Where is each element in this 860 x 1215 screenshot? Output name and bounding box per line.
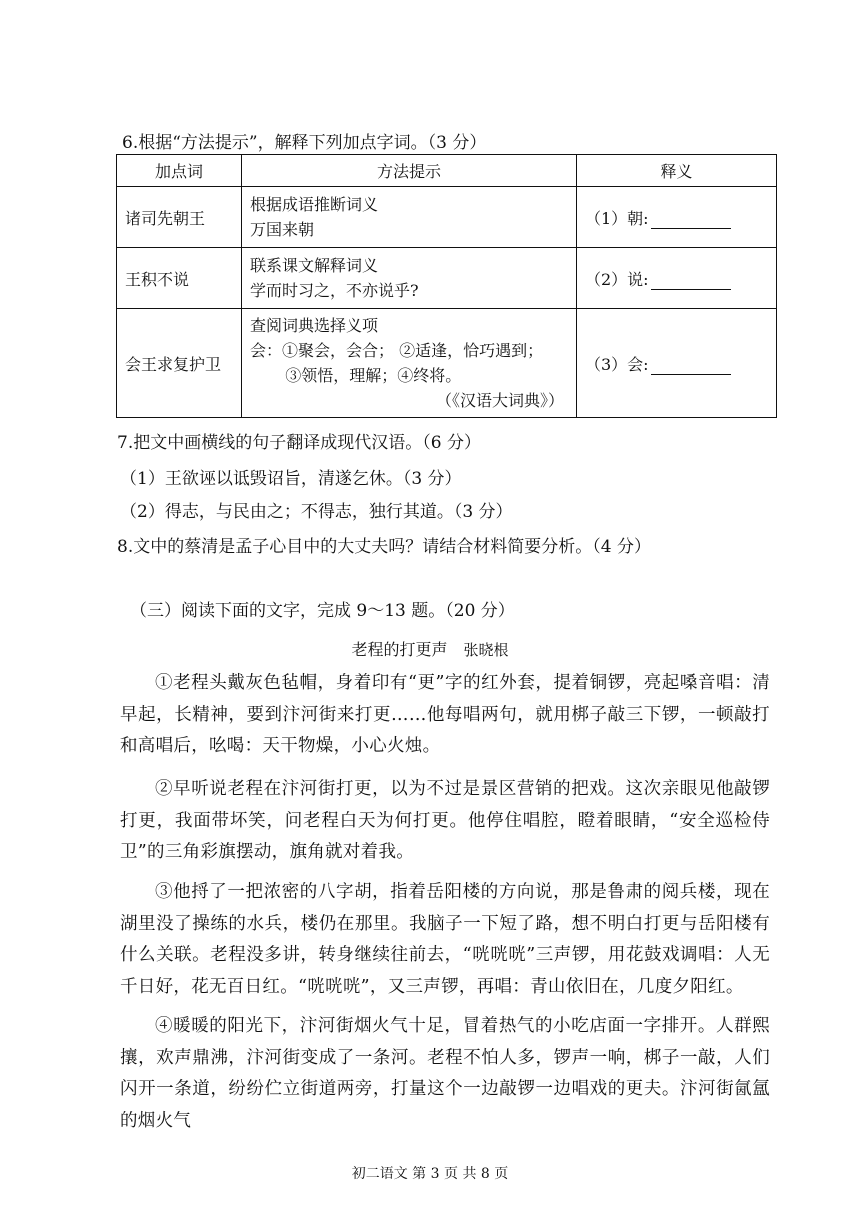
hint-method: 根据成语推断词义 <box>250 195 379 214</box>
header-dotted-word: 加点词 <box>117 155 242 187</box>
article-title-line <box>0 637 860 660</box>
article-title: 老程的打更声 <box>351 640 448 659</box>
hint-source: （《汉语大词典》） <box>435 391 564 410</box>
hint-method: 联系课文解释词义 <box>250 256 379 275</box>
method-hint-cell <box>242 187 577 248</box>
meaning-cell <box>577 187 777 248</box>
hint-method: 查阅词典选择义项 <box>250 316 379 335</box>
hint-example: 学而时习之，不亦说乎? <box>250 281 419 300</box>
dotted-word: 诸司先朝王 <box>117 187 242 248</box>
hint-definitions: 会：①聚会，会合； ②适逢，恰巧遇到； <box>250 341 544 360</box>
article-paragraph-1: ①老程头戴灰色毡帽，身着印有“更”字的红外套，提着铜锣，亮起嗓音唱：清早起，长精神，要到汴河街来打更……他每唱两句，就用梆子敲三下锣，一顿敲打和高唱后，吆喝：天干物燥，小心火烛。 <box>120 673 770 756</box>
method-hint-cell <box>242 248 577 309</box>
header-method-hint: 方法提示 <box>242 155 577 187</box>
answer-label: （3）会: <box>585 354 649 374</box>
dotted-word: 王积不说 <box>117 248 242 309</box>
page-footer: 初二语文 第 3 页 共 8 页 <box>351 1166 509 1182</box>
answer-blank[interactable] <box>651 212 731 229</box>
answer-label: （2）说: <box>585 269 649 289</box>
question-7-title: 7.把文中画横线的句子翻译成现代汉语。（6 分） <box>117 433 481 453</box>
article-paragraph-4: ④暖暖的阳光下，汴河街烟火气十足，冒着热气的小吃店面一字排开。人群熙攘，欢声鼎沸，汴河街变成了一条河。老程不怕人多，锣声一响，梆子一敲，人们闪开一条道，纷纷伫立街道两旁，打量这个一边敲锣一边唱戏的更夫。汴河街氤氲的烟火气 <box>120 1016 770 1131</box>
meaning-cell <box>577 309 777 418</box>
question-7-item-1: （1）王欲诬以诋毁诏旨，清遂乞休。（3 分） <box>120 469 462 489</box>
table-row <box>117 187 777 248</box>
table-row <box>117 248 777 309</box>
table-row <box>117 309 777 418</box>
article-paragraph-2: ②早听说老程在汴河街打更，以为不过是景区营销的把戏。这次亲眼见他敲锣打更，我面带坏笑，问老程白天为何打更。他停住唱腔，瞪着眼睛，“安全巡检侍卫”的三角彩旗摆动，旗角就对着我。 <box>120 779 770 862</box>
question-7-item-2: （2）得志，与民由之；不得志，独行其道。（3 分） <box>120 502 513 522</box>
article-paragraph-3: ③他捋了一把浓密的八字胡，指着岳阳楼的方向说，那是鲁肃的阅兵楼，现在湖里没了操练的水兵，楼仍在那里。我脑子一下短了路，想不明白打更与岳阳楼有什么关联。老程没多讲，转身继续往前去，“咣咣咣”三声锣，用花鼓戏调唱：人无千日好，花无百日红。“咣咣咣”，又三声锣，再唱：青山依旧在，几度夕阳红。 <box>120 882 770 997</box>
answer-label: （1）朝: <box>585 208 649 228</box>
article-author: 张晓根 <box>463 641 509 659</box>
table-header-row <box>117 155 777 187</box>
method-hint-cell <box>242 309 577 418</box>
hint-example: 万国来朝 <box>250 220 315 239</box>
meaning-cell <box>577 248 777 309</box>
dotted-word: 会王求复护卫 <box>117 309 242 418</box>
hint-definitions-cont: ③领悟，理解；④终将。 <box>285 366 462 385</box>
question-8-title: 8.文中的蔡清是孟子心目中的大丈夫吗？请结合材料简要分析。（4 分） <box>117 537 651 557</box>
section-3-heading: （三）阅读下面的文字，完成 9～13 题。（20 分） <box>130 601 515 621</box>
method-hint-table <box>116 154 777 418</box>
header-meaning: 释义 <box>577 155 777 187</box>
answer-blank[interactable] <box>651 273 731 290</box>
answer-blank[interactable] <box>651 358 731 375</box>
question-6-title: 6.根据“方法提示”，解释下列加点字词。（3 分） <box>122 133 487 153</box>
